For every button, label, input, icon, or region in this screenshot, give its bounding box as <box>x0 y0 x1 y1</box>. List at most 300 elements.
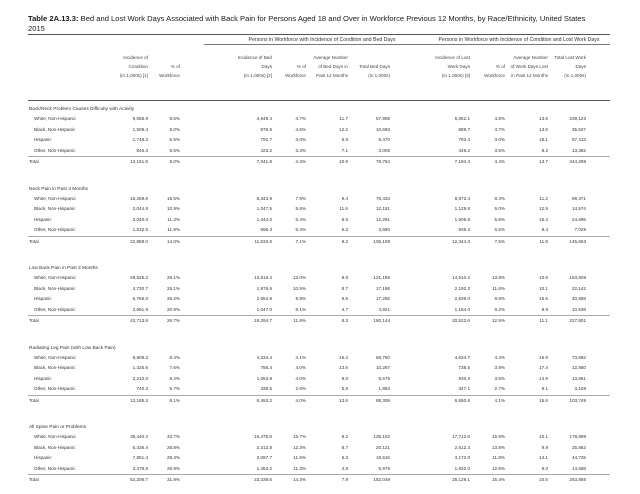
cell-total-lost-days: 10,538 <box>571 306 586 312</box>
document <box>28 14 610 486</box>
cell-incidence-lost-days: 889.7 <box>458 126 470 132</box>
cell-total-lost-days: 24,695 <box>571 216 586 222</box>
cell-pct-workforce-bed: 11.5% <box>293 455 306 460</box>
column-header-incidence-bed-days-line3: (in 1,000s) [2] <box>243 73 272 78</box>
cell-pct-workforce-condition: 5.7% <box>169 386 180 391</box>
cell-pct-workforce-lost: 15.4% <box>491 477 505 482</box>
table-row <box>28 384 610 395</box>
cell-pct-workforce-condition: 28.8% <box>166 444 180 450</box>
cell-pct-workforce-condition: 28.1% <box>166 275 180 280</box>
cell-avg-bed-days: 6.5 <box>341 296 348 301</box>
cell-total-bed-days: 12,151 <box>375 206 390 211</box>
table-row <box>28 294 610 305</box>
cell-total-bed-days: 78,433 <box>375 195 390 201</box>
cell-pct-workforce-lost: 4.4% <box>494 159 505 164</box>
cell-incidence-condition: 52,206.7 <box>130 477 148 482</box>
section-title: All Spine Pain or Problems <box>29 425 87 430</box>
cell-total-bed-days: 5,470 <box>378 137 390 142</box>
row-label: White, Non-Hispanic <box>34 434 76 439</box>
cell-avg-lost-days: 13.5 <box>539 116 548 121</box>
column-header-incidence-lost-days-line3: (in 1,000s) [3] <box>441 73 470 78</box>
cell-pct-workforce-bed: 7.9% <box>295 195 306 201</box>
row-label: Hispanic <box>34 216 52 222</box>
cell-total-bed-days: 17,196 <box>375 285 390 291</box>
cell-pct-workforce-lost: 5.6% <box>494 216 505 222</box>
cell-pct-workforce-condition: 6.5% <box>169 147 180 153</box>
row-label: Other, Non-Hispanic <box>34 147 76 153</box>
cell-total-bed-days: 10,693 <box>375 126 390 132</box>
cell-incidence-bed-days: 4,334.4 <box>256 354 272 360</box>
cell-incidence-condition: 2,210.0 <box>132 375 148 381</box>
table-row <box>28 443 610 454</box>
cell-incidence-condition: 2,044.8 <box>132 206 148 211</box>
cell-pct-workforce-bed: 4.0% <box>295 397 306 403</box>
cell-total-lost-days: 35,527 <box>571 126 586 132</box>
row-label: Black, Non-Hispanic <box>34 126 76 132</box>
cell-incidence-lost-days: 2,612.3 <box>454 444 470 450</box>
cell-avg-lost-days: 15.5 <box>539 296 548 301</box>
table-section <box>28 423 610 486</box>
cell-total-lost-days: 178,899 <box>569 434 586 439</box>
column-header-pct-workforce-lost-line3: Workforce <box>484 73 505 78</box>
section-spacer <box>28 247 610 264</box>
cell-pct-workforce-condition: 25.1% <box>166 285 180 291</box>
cell-avg-lost-days: 14.9 <box>539 375 548 381</box>
cell-total-bed-days: 57,908 <box>375 116 390 121</box>
cell-pct-workforce-bed: 11.3% <box>293 465 306 471</box>
table-row <box>28 284 610 295</box>
cell-avg-bed-days: 7.8 <box>341 477 348 482</box>
cell-pct-workforce-bed: 4.0% <box>295 375 306 381</box>
cell-pct-workforce-lost: 12.6% <box>491 465 505 471</box>
cell-incidence-lost-days: 14,510.3 <box>452 275 470 280</box>
cell-incidence-condition: 5,436.4 <box>132 444 148 450</box>
cell-total-bed-days: 20,121 <box>375 444 390 450</box>
cell-pct-workforce-condition: 26.9% <box>166 465 180 471</box>
cell-incidence-condition: 13,161.8 <box>130 159 148 164</box>
cell-pct-workforce-condition: 8.4% <box>169 354 180 360</box>
cell-total-bed-days: 66,750 <box>375 354 390 360</box>
section-title: Neck Pain in Past 3 Months <box>29 186 88 192</box>
cell-incidence-lost-days: 6,650.6 <box>454 397 470 403</box>
table-header <box>28 34 610 101</box>
cell-incidence-condition: 3,478.5 <box>132 465 148 471</box>
cell-pct-workforce-lost: 9.8% <box>494 296 505 301</box>
cell-pct-workforce-condition: 7.6% <box>169 365 180 370</box>
cell-incidence-lost-days: 4,634.7 <box>454 354 470 360</box>
cell-total-lost-days: 3,159 <box>574 386 586 391</box>
cell-pct-workforce-lost: 4.4% <box>494 354 505 360</box>
cell-incidence-condition: 1,425.6 <box>132 365 148 370</box>
table-number: Table 2A.13.3: <box>28 14 79 23</box>
row-label: White, Non-Hispanic <box>34 116 76 121</box>
cell-pct-workforce-bed: 4.1% <box>295 354 306 360</box>
cell-incidence-bed-days: 756.4 <box>260 365 272 370</box>
row-label: Black, Non-Hispanic <box>34 206 76 211</box>
cell-incidence-condition: 845.3 <box>136 147 148 153</box>
table-section <box>28 185 610 248</box>
table-row <box>28 125 610 136</box>
cell-avg-bed-days: 7.1 <box>341 147 348 153</box>
cell-pct-workforce-lost: 11.6% <box>492 285 505 291</box>
row-label: Total <box>29 397 39 403</box>
cell-pct-workforce-bed: 10.5% <box>292 285 306 291</box>
cell-incidence-lost-days: 8,872.4 <box>454 195 470 201</box>
group-header-bed-days: Persons in Workforce with Incidence of Condition and Bed Days <box>248 37 396 43</box>
cell-total-lost-days: 44,725 <box>571 455 586 460</box>
cell-avg-bed-days: 11.7 <box>339 116 348 121</box>
cell-avg-lost-days: 14.1 <box>539 455 548 460</box>
cell-avg-lost-days: 10.5 <box>539 477 548 482</box>
cell-avg-lost-days: 8.2 <box>541 147 548 153</box>
cell-total-bed-days: 3,690 <box>378 227 390 232</box>
column-header-avg-bed-days-line1: Average Number <box>313 55 348 60</box>
cell-avg-lost-days: 15.9 <box>539 354 548 360</box>
cell-pct-workforce-lost: 12.5% <box>491 318 505 323</box>
cell-incidence-bed-days: 11,533.6 <box>254 238 272 244</box>
cell-pct-workforce-bed: 5.4% <box>295 227 306 232</box>
cell-total-bed-days: 17,256 <box>375 296 390 301</box>
table-title-text: Bed and Lost Work Days Associated with Back Pain for Persons Aged 18 and Over in Workforce Previous 12 Months, by Race/Ethnicity, United States <box>78 14 586 23</box>
cell-pct-workforce-condition: 15.5% <box>166 195 180 201</box>
cell-incidence-bed-days: 23,339.6 <box>254 477 272 482</box>
cell-incidence-bed-days: 1,453.2 <box>256 465 272 471</box>
table-row <box>28 135 610 146</box>
column-header-total-bed-days-line2: Total Bed Days <box>359 64 390 69</box>
table-row <box>28 374 610 385</box>
cell-pct-workforce-bed: 4.7% <box>295 116 306 121</box>
cell-incidence-condition: 29,525.3 <box>130 275 148 280</box>
cell-pct-workforce-condition: 8.6% <box>169 116 180 121</box>
cell-total-bed-days: 19,516 <box>375 455 390 460</box>
cell-total-lost-days: 227,801 <box>569 318 586 323</box>
cell-incidence-bed-days: 1,047.0 <box>256 306 272 312</box>
cell-avg-lost-days: 12.9 <box>539 206 548 211</box>
table-row <box>28 453 610 464</box>
cell-avg-lost-days: 13.6 <box>539 126 548 132</box>
row-label: Hispanic <box>34 137 52 142</box>
total-row <box>28 395 610 407</box>
cell-pct-workforce-condition: 26.7% <box>166 318 180 323</box>
cell-pct-workforce-lost: 16.9% <box>491 434 505 439</box>
column-header-incidence-bed-days-line1: Incidence of Bed <box>237 55 272 60</box>
cell-avg-bed-days: 4.8 <box>341 465 348 471</box>
cell-pct-workforce-condition: 8.2% <box>169 375 180 381</box>
cell-pct-workforce-condition: 8.1% <box>169 397 180 403</box>
column-header-avg-lost-days-line3: in Past 12 Months <box>511 73 548 78</box>
cell-pct-workforce-bed: 5.6% <box>295 206 306 211</box>
cell-incidence-bed-days: 19,294.7 <box>254 318 272 323</box>
column-header-avg-bed-days-line2: of Bed Days in <box>318 64 348 69</box>
cell-incidence-bed-days: 7,041.8 <box>256 159 272 164</box>
cell-total-lost-days: 22,142 <box>571 285 586 291</box>
cell-pct-workforce-condition: 14.0% <box>166 238 180 244</box>
cell-avg-lost-days: 10.1 <box>539 434 548 439</box>
cell-incidence-lost-days: 347.1 <box>458 386 470 391</box>
cell-total-bed-days: 135,102 <box>373 434 390 439</box>
section-title: Low Back Pain in Past 3 Months <box>29 266 98 271</box>
cell-pct-workforce-bed: 8.1% <box>295 306 306 312</box>
cell-pct-workforce-condition: 8.0% <box>169 159 180 164</box>
table-title <box>28 14 610 34</box>
cell-total-lost-days: 13,382 <box>571 147 586 153</box>
cell-pct-workforce-lost: 8.4% <box>494 195 505 201</box>
cell-pct-workforce-lost: 4.1% <box>494 397 505 403</box>
cell-pct-workforce-condition: 20.9% <box>166 306 180 312</box>
cell-avg-lost-days: 17.4 <box>539 365 548 370</box>
cell-total-bed-days: 160,144 <box>373 318 390 323</box>
column-header-avg-lost-days-line1: Average Number <box>513 55 548 60</box>
table-row <box>28 464 610 475</box>
cell-total-bed-days: 3,005 <box>378 147 390 153</box>
cell-avg-bed-days: 8.8 <box>341 275 348 280</box>
cell-avg-bed-days: 8.7 <box>341 444 348 450</box>
cell-avg-lost-days: 16.4 <box>539 216 548 222</box>
cell-pct-workforce-lost: 3.5% <box>494 147 505 153</box>
cell-incidence-lost-days: 793.4 <box>458 137 470 142</box>
row-label: Black, Non-Hispanic <box>34 285 76 291</box>
cell-total-lost-days: 153,809 <box>569 275 586 280</box>
column-header-pct-workforce-bed-line2: % of <box>296 64 306 69</box>
total-row <box>28 315 610 327</box>
cell-incidence-lost-days: 1,184.0 <box>454 306 470 312</box>
cell-total-lost-days: 12,850 <box>571 365 586 370</box>
table-row <box>28 194 610 205</box>
cell-pct-workforce-lost: 6.0% <box>494 206 505 211</box>
cell-avg-lost-days: 10.1 <box>539 285 548 291</box>
cell-avg-bed-days: 10.9 <box>339 159 348 164</box>
table-row <box>28 215 610 226</box>
cell-pct-workforce-bed: 11.8% <box>293 318 306 323</box>
column-header-incidence-condition-line2: Condition <box>128 64 148 69</box>
cell-incidence-condition: 3,040.0 <box>132 216 148 222</box>
cell-incidence-condition: 740.3 <box>136 386 148 391</box>
section-spacer <box>28 168 610 185</box>
cell-incidence-lost-days: 12,344.3 <box>452 238 470 244</box>
cell-incidence-condition: 1,509.4 <box>132 126 148 132</box>
cell-pct-workforce-condition: 25.2% <box>166 296 180 301</box>
cell-incidence-lost-days: 836.3 <box>458 227 470 232</box>
column-header-avg-bed-days-line3: Past 12 Months <box>316 73 348 78</box>
cell-total-bed-days: 106,109 <box>373 238 390 244</box>
cell-total-lost-days: 57,413 <box>571 137 586 142</box>
total-row <box>28 236 610 248</box>
row-label: Other, Non-Hispanic <box>34 386 76 391</box>
cell-incidence-lost-days: 3,172.0 <box>454 455 470 460</box>
cell-incidence-condition: 6,766.0 <box>132 296 148 301</box>
section-spacer <box>28 327 610 344</box>
cell-avg-bed-days: 4.7 <box>341 306 348 312</box>
column-header-total-lost-days-line3: (in 1,000s) <box>564 73 586 78</box>
cell-pct-workforce-lost: 13.8% <box>491 275 505 280</box>
cell-incidence-bed-days: 876.5 <box>260 126 272 132</box>
cell-pct-workforce-lost: 6.5% <box>494 227 505 232</box>
table-section <box>28 344 610 407</box>
cell-pct-workforce-bed: 5.4% <box>295 216 306 222</box>
cell-avg-lost-days: 11.8 <box>539 238 548 244</box>
cell-avg-bed-days: 5.5 <box>341 386 348 391</box>
section-spacer <box>28 406 610 423</box>
row-label: Hispanic <box>34 375 52 381</box>
cell-avg-bed-days: 9.2 <box>341 238 348 244</box>
group-rule-bed-days <box>204 44 440 45</box>
cell-incidence-condition: 1,532.5 <box>132 227 148 232</box>
cell-pct-workforce-lost: 4.7% <box>494 126 505 132</box>
cell-incidence-lost-days: 738.5 <box>458 365 470 370</box>
row-label: Other, Non-Hispanic <box>34 306 76 312</box>
column-header-pct-workforce-condition-line3: Workforce <box>159 73 180 78</box>
section-title: Back/Neck Problem Causes Difficulty with Activity <box>29 107 135 112</box>
cell-incidence-bed-days: 1,047.5 <box>256 206 272 211</box>
cell-total-bed-days: 4,921 <box>378 306 390 312</box>
row-label: Total <box>29 477 39 482</box>
total-row <box>28 156 610 168</box>
cell-incidence-condition: 8,809.3 <box>132 354 148 360</box>
total-row <box>28 474 610 486</box>
cell-total-bed-days: 121,185 <box>373 275 390 280</box>
table-year: 2015 <box>28 24 45 33</box>
column-header-incidence-condition-line3: (in 1,000s) [1] <box>119 73 148 78</box>
cell-pct-workforce-condition: 10.9% <box>166 206 180 211</box>
cell-incidence-condition: 43,713.8 <box>130 318 148 323</box>
cell-pct-workforce-condition: 31.9% <box>166 477 180 482</box>
cell-total-bed-days: 88,308 <box>375 397 390 403</box>
row-label: Total <box>29 318 39 323</box>
cell-pct-workforce-bed: 4.6% <box>295 126 306 132</box>
cell-incidence-lost-days: 1,505.8 <box>454 216 470 222</box>
cell-avg-lost-days: 9.1 <box>541 386 548 391</box>
cell-pct-workforce-lost: 13.8% <box>491 444 505 450</box>
cell-avg-lost-days: 13.7 <box>539 159 548 164</box>
cell-total-bed-days: 9,575 <box>378 375 390 381</box>
table-row <box>28 432 610 443</box>
cell-incidence-condition: 16,269.8 <box>130 195 148 201</box>
header-bottom-rule <box>28 100 610 101</box>
cell-avg-bed-days: 9.4 <box>341 195 348 201</box>
cell-incidence-condition: 1,748.3 <box>132 137 148 142</box>
cell-incidence-condition: 9,058.9 <box>132 116 148 121</box>
column-header-avg-lost-days-line2: of Work Days Lost <box>510 64 548 69</box>
cell-total-lost-days: 14,574 <box>571 206 586 211</box>
cell-incidence-bed-days: 3,097.7 <box>256 455 272 460</box>
column-header-total-lost-days-line1: Total Lost Work <box>554 55 586 60</box>
cell-pct-workforce-bed: 15.7% <box>292 434 306 439</box>
cell-pct-workforce-bed: 12.3% <box>292 444 306 450</box>
table-row <box>28 204 610 215</box>
cell-avg-lost-days: 15.6 <box>539 397 548 403</box>
cell-total-bed-days: 1,862 <box>378 386 390 391</box>
column-header-incidence-lost-days-line2: Work Days <box>447 64 470 69</box>
cell-pct-workforce-bed: 9.9% <box>295 296 306 301</box>
cell-incidence-condition: 35,440.4 <box>130 434 148 439</box>
cell-avg-lost-days: 8.9 <box>541 306 548 312</box>
row-label: Hispanic <box>34 296 52 301</box>
cell-avg-bed-days: 8.5 <box>341 216 348 222</box>
column-header-pct-workforce-bed-line3: Workforce <box>285 73 306 78</box>
cell-avg-lost-days: 11.2 <box>539 195 548 201</box>
cell-incidence-bed-days: 1,063.9 <box>256 375 272 381</box>
cell-total-lost-days: 344,289 <box>569 159 586 164</box>
table-row <box>28 114 610 125</box>
cell-total-bed-days: 10,287 <box>375 365 390 370</box>
cell-total-lost-days: 73,692 <box>571 354 586 360</box>
cell-pct-workforce-bed: 3.0% <box>295 137 306 142</box>
row-label: White, Non-Hispanic <box>34 354 76 360</box>
cell-pct-workforce-bed: 13.0% <box>292 275 306 280</box>
cell-avg-bed-days: 9.0 <box>341 375 348 381</box>
table-section <box>28 105 610 168</box>
cell-avg-bed-days: 5.3 <box>341 227 348 232</box>
row-label: White, Non-Hispanic <box>34 195 76 201</box>
cell-incidence-bed-days: 2,654.8 <box>256 296 272 301</box>
column-header-pct-workforce-lost-line2: % of <box>495 64 505 69</box>
cell-incidence-bed-days: 1,976.6 <box>256 285 272 291</box>
cell-avg-bed-days: 8.2 <box>341 434 348 439</box>
cell-total-bed-days: 12,291 <box>375 216 390 222</box>
cell-total-bed-days: 76,754 <box>375 159 390 164</box>
cell-avg-lost-days: 18.1 <box>539 137 548 142</box>
table-row <box>28 363 610 374</box>
table-row <box>28 353 610 364</box>
cell-avg-bed-days: 12.2 <box>339 126 348 132</box>
cell-incidence-bed-days: 13,616.3 <box>254 275 272 280</box>
cell-pct-workforce-lost: 3.9% <box>494 365 505 370</box>
table-body <box>28 105 610 486</box>
cell-incidence-bed-days: 1,444.0 <box>256 216 272 222</box>
cell-pct-workforce-condition: 29.3% <box>166 455 180 460</box>
cell-incidence-bed-days: 4,949.4 <box>256 116 272 121</box>
cell-pct-workforce-lost: 3.0% <box>494 137 505 142</box>
row-label: Black, Non-Hispanic <box>34 444 76 450</box>
cell-incidence-bed-days: 696.3 <box>260 227 272 232</box>
cell-pct-workforce-lost: 4.8% <box>494 116 505 121</box>
cell-incidence-bed-days: 6,493.2 <box>256 397 272 403</box>
cell-total-lost-days: 40,858 <box>571 296 586 301</box>
cell-total-lost-days: 99,371 <box>571 195 586 201</box>
row-label: Total <box>29 159 39 164</box>
cell-pct-workforce-lost: 2.7% <box>494 386 505 391</box>
cell-total-lost-days: 103,749 <box>569 397 586 403</box>
cell-total-lost-days: 239,123 <box>569 116 586 121</box>
cell-avg-lost-days: 11.1 <box>539 318 548 323</box>
cell-incidence-condition: 4,730.7 <box>132 285 148 291</box>
table-row <box>28 225 610 236</box>
cell-avg-bed-days: 8.7 <box>341 285 348 291</box>
cell-total-lost-days: 14,688 <box>571 465 586 471</box>
cell-total-bed-days: 182,049 <box>373 477 390 482</box>
cell-incidence-lost-days: 7,194.4 <box>454 159 470 164</box>
cell-avg-bed-days: 13.6 <box>339 397 348 403</box>
cell-pct-workforce-bed: 4.0% <box>295 365 306 370</box>
table-row <box>28 273 610 284</box>
cell-incidence-bed-days: 2,312.8 <box>256 444 272 450</box>
cell-total-lost-days: 263,856 <box>569 477 586 482</box>
cell-avg-bed-days: 13.6 <box>339 365 348 370</box>
cell-incidence-condition: 13,185.3 <box>130 397 148 403</box>
cell-avg-bed-days: 11.6 <box>339 206 348 211</box>
cell-incidence-bed-days: 8,343.9 <box>256 195 272 201</box>
cell-pct-workforce-bed: 3.3% <box>295 147 306 153</box>
cell-incidence-bed-days: 423.2 <box>260 147 272 153</box>
column-header-incidence-lost-days-line1: Incidence of Lost <box>435 55 470 60</box>
cell-avg-lost-days: 9.9 <box>541 444 548 450</box>
column-header-total-bed-days-line3: (in 1,000s) <box>368 73 390 78</box>
row-label: Other, Non-Hispanic <box>34 465 76 471</box>
cell-avg-bed-days: 6.9 <box>341 137 348 142</box>
cell-incidence-lost-days: 2,636.0 <box>454 296 470 301</box>
row-label: Other, Non-Hispanic <box>34 227 76 232</box>
cell-pct-workforce-lost: 3.5% <box>494 375 505 381</box>
